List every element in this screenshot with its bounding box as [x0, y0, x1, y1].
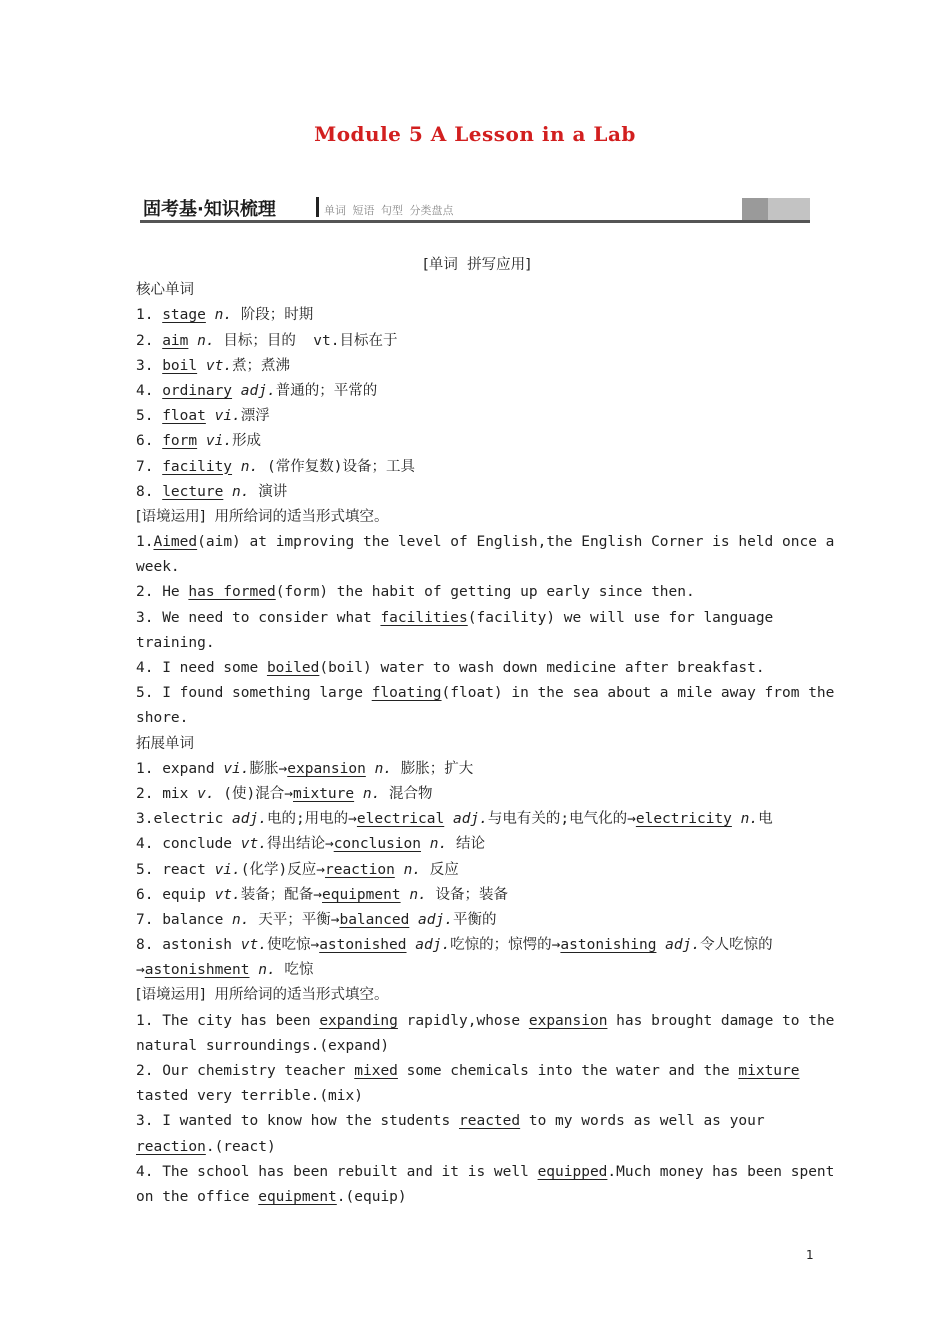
exercise-line: [136, 555, 818, 580]
banner-divider: [316, 197, 319, 217]
answer-blank: mixture: [293, 785, 355, 802]
text-segment: to my words as well as your: [520, 1113, 765, 1130]
text-segment: [656, 937, 665, 953]
part-of-speech: n.: [258, 962, 276, 979]
banner-rule: [140, 220, 810, 223]
text-segment: 设备；装备: [426, 886, 509, 903]
exercise-line: [136, 1109, 818, 1134]
exercise-line: [136, 1135, 818, 1160]
answer-word: float: [162, 408, 206, 425]
document-body: [136, 253, 835, 1210]
answer-blank: equipment: [258, 1188, 337, 1205]
part-of-speech: vt.: [240, 937, 267, 954]
text-segment: 膨胀；扩大: [392, 760, 474, 777]
text-segment: shore.: [136, 710, 189, 727]
answer-blank: balanced: [339, 911, 410, 928]
answer-blank: facilities: [380, 609, 468, 626]
extended-word-line: [136, 782, 818, 807]
text-segment: [732, 811, 741, 827]
item-number: 8.: [136, 483, 154, 500]
exercise-line: [136, 530, 835, 555]
text-segment: →: [136, 962, 145, 979]
core-words-list: [136, 303, 818, 505]
part-of-speech: vt.: [240, 836, 267, 853]
text-segment: 5. react: [136, 861, 215, 878]
exercise-line: [136, 1084, 818, 1109]
text-segment: training.: [136, 634, 215, 651]
text-segment: 得出结论→: [266, 836, 334, 853]
text-segment: (aim) at improving the level of English,the English Corner is held once a: [197, 534, 835, 551]
extended-word-line: [136, 933, 818, 958]
answer-blank: equipped: [537, 1163, 608, 1180]
definition: 阶段；时期: [232, 307, 314, 324]
extended-word-line: [136, 883, 818, 908]
text-segment: 平衡的: [452, 911, 497, 928]
text-segment: natural surroundings.(expand): [136, 1037, 390, 1054]
text-segment: 8. astonish: [136, 937, 241, 954]
banner-decor-block-dark: [742, 198, 768, 220]
answer-word: boil: [162, 357, 198, 374]
text-segment: has brought damage to the: [607, 1012, 835, 1029]
answer-word: aim: [162, 332, 189, 349]
definition: 普通的；平常的: [275, 382, 378, 399]
answer-blank: expansion: [528, 1012, 608, 1029]
part-of-speech: vt.: [205, 357, 233, 374]
item-number: 1.: [136, 307, 154, 324]
part-of-speech: n.: [362, 785, 381, 802]
text-segment: 3. We need to consider what: [136, 609, 381, 626]
exercise-line: [136, 606, 818, 631]
exercise-line: [136, 1034, 818, 1059]
core-word-item: [136, 429, 818, 454]
text-segment: 7. balance: [136, 911, 233, 928]
answer-blank: astonishment: [144, 962, 250, 979]
context-heading-2: [语境运用] 用所给词的适当形式填空。: [136, 987, 389, 1004]
text-segment: .Much money has been spent: [607, 1163, 835, 1180]
core-word-item: [136, 480, 818, 505]
text-segment: 混合物: [380, 785, 433, 802]
definition: (常作复数)设备；工具: [258, 458, 415, 475]
text-segment: 4. conclude: [136, 836, 241, 853]
core-word-item: [136, 404, 818, 429]
text-segment: (使)混合→: [214, 785, 293, 802]
definition: 演讲: [249, 483, 288, 500]
text-segment: 吃惊的；惊愕的→: [450, 937, 561, 954]
text-segment: [444, 811, 453, 827]
part-of-speech: vi.: [214, 861, 241, 878]
text-segment: .(equip): [336, 1188, 407, 1205]
item-number: 6.: [136, 433, 154, 450]
text-segment: 结论: [447, 836, 485, 853]
text-segment: 1. expand: [136, 760, 224, 777]
part-of-speech: adj.: [418, 911, 453, 928]
text-segment: 2. He: [136, 584, 189, 601]
text-segment: [354, 786, 363, 802]
answer-word: form: [162, 433, 198, 450]
definition: 形成: [232, 433, 262, 450]
answer-word: facility: [162, 458, 233, 475]
text-segment: 天平；平衡→: [249, 911, 340, 928]
answer-blank: conclusion: [333, 836, 422, 853]
text-segment: 2. mix: [136, 785, 198, 802]
exercise-line: [136, 1059, 818, 1084]
extended-word-line: [136, 807, 818, 832]
part-of-speech: adj.: [452, 811, 488, 828]
part-of-speech: vt.: [214, 886, 241, 903]
answer-blank: mixed: [354, 1063, 398, 1079]
text-segment: 装备；配备→: [240, 886, 323, 903]
exercise-line: [136, 1009, 835, 1034]
exercise-line: [136, 706, 818, 731]
text-segment: .(react): [205, 1138, 276, 1155]
text-segment: 3.electric: [136, 811, 233, 828]
part-of-speech: n.: [740, 811, 759, 828]
text-segment: (form) the habit of getting up early since then.: [275, 584, 695, 601]
answer-blank: boiled: [266, 660, 320, 676]
page-number: 1: [806, 1248, 814, 1262]
part-of-speech: n.: [232, 483, 250, 500]
answer-word: lecture: [162, 483, 224, 500]
text-segment: 5. I found something large: [136, 685, 372, 702]
text-segment: on the office: [136, 1188, 259, 1205]
answer-blank: expanding: [319, 1012, 398, 1029]
part-of-speech: adj.: [232, 811, 267, 828]
part-of-speech: n.: [409, 886, 427, 903]
extended-word-line: [136, 757, 818, 782]
extended-word-line: [136, 958, 818, 983]
text-segment: 4. The school has been rebuilt and it is well: [136, 1163, 538, 1180]
answer-blank: reacted: [459, 1113, 521, 1130]
definition: 目标；目的 vt.目标在于: [214, 332, 398, 349]
context-exercise-1: [136, 530, 835, 732]
answer-blank: mixture: [738, 1063, 800, 1079]
answer-blank: equipment: [322, 886, 401, 903]
text-segment: 6. equip: [136, 886, 215, 903]
text-segment: [409, 912, 418, 928]
exercise-line: [136, 1160, 835, 1185]
part-of-speech: n.: [197, 332, 215, 349]
core-word-item: [136, 329, 818, 354]
exercise-line: [136, 580, 818, 605]
answer-blank: has formed: [188, 584, 276, 601]
text-segment: (boil) water to wash down medicine after breakfast.: [319, 660, 765, 676]
text-segment: 电的;用电的→: [266, 811, 357, 828]
answer-blank: floating: [371, 685, 442, 702]
item-number: 4.: [136, 382, 154, 399]
text-segment: 与电有关的;电气化的→: [487, 811, 636, 828]
item-number: 2.: [136, 332, 154, 349]
context-exercise-2: [136, 1009, 835, 1211]
part-of-speech: n.: [214, 307, 233, 324]
text-segment: [421, 836, 430, 852]
exercise-line: [136, 631, 818, 656]
core-word-item: [136, 354, 818, 379]
definition: 漂浮: [240, 408, 270, 425]
text-segment: week.: [136, 559, 180, 576]
text-segment: 反应: [421, 861, 459, 878]
answer-blank: reaction: [136, 1138, 206, 1155]
part-of-speech: adj.: [240, 382, 276, 399]
exercise-line: [136, 656, 818, 681]
answer-blank: astonishing: [560, 937, 657, 954]
part-of-speech: vi.: [214, 408, 241, 425]
part-of-speech: vi.: [205, 433, 233, 450]
banner-title: 固考基·知识梳理: [143, 199, 276, 220]
answer-blank: electrical: [356, 811, 445, 828]
part-of-speech: adj.: [415, 937, 451, 954]
item-number: 3.: [136, 357, 154, 374]
part-of-speech: n.: [374, 760, 393, 777]
text-segment: 电: [758, 811, 773, 828]
text-segment: 令人吃惊的: [700, 937, 773, 954]
part-of-speech: adj.: [665, 937, 701, 954]
exercise-line: [136, 681, 835, 706]
text-segment: 3. I wanted to know how the students: [136, 1113, 460, 1130]
text-segment: some chemicals into the water and the: [397, 1063, 739, 1079]
part-of-speech: vi.: [223, 760, 250, 777]
answer-blank: astonished: [319, 937, 407, 954]
text-segment: [366, 761, 375, 777]
text-segment: 1.: [136, 534, 154, 551]
item-number: 5.: [136, 408, 154, 425]
text-segment: 2. Our chemistry teacher: [136, 1063, 355, 1079]
core-word-item: [136, 303, 818, 328]
exercise-line: [136, 1185, 818, 1210]
text-segment: (facility) we will use for language: [467, 609, 774, 626]
text-segment: [250, 962, 259, 978]
context-heading-1: [语境运用] 用所给词的适当形式填空。: [136, 508, 389, 525]
answer-blank: electricity: [635, 811, 732, 828]
text-segment: (float) in the sea about a mile away from the: [441, 685, 835, 702]
extended-word-line: [136, 832, 818, 857]
answer-word: ordinary: [162, 382, 233, 399]
text-segment: 4. I need some: [136, 660, 267, 676]
extended-word-line: [136, 858, 818, 883]
answer-blank: Aimed: [153, 534, 198, 551]
text-segment: 1. The city has been: [136, 1012, 320, 1029]
answer-word: stage: [162, 307, 206, 324]
part-of-speech: n.: [232, 911, 250, 928]
answer-blank: reaction: [324, 861, 395, 878]
text-segment: [407, 937, 416, 953]
part-of-speech: n.: [429, 836, 448, 853]
banner-decor-block-light: [768, 198, 810, 220]
core-words-heading: 核心单词: [136, 282, 194, 299]
text-segment: rapidly,whose: [397, 1012, 529, 1029]
text-segment: tasted very terrible.(mix): [136, 1088, 363, 1105]
text-segment: 膨胀→: [249, 760, 288, 777]
core-word-item: [136, 455, 818, 480]
part-of-speech: v.: [197, 785, 215, 802]
text-segment: 吃惊: [275, 962, 314, 979]
page-title: Module 5 A Lesson in a Lab: [314, 122, 636, 146]
text-segment: (化学)反应→: [240, 861, 325, 878]
extended-words-heading: 拓展单词: [136, 735, 194, 752]
text-segment: [395, 862, 404, 878]
banner-subtitle: 单词 短语 句型 分类盘点: [324, 204, 454, 217]
part-of-speech: n.: [240, 458, 259, 475]
core-word-item: [136, 379, 818, 404]
part-of-speech: n.: [403, 861, 422, 878]
section-banner: [140, 192, 810, 224]
extended-words-list: [136, 757, 818, 984]
extended-word-line: [136, 908, 818, 933]
section-header: [单词 拼写应用]: [423, 257, 531, 273]
item-number: 7.: [136, 458, 154, 475]
definition: 煮；煮沸: [232, 357, 291, 374]
text-segment: 使吃惊→: [266, 937, 320, 954]
answer-blank: expansion: [287, 760, 366, 777]
